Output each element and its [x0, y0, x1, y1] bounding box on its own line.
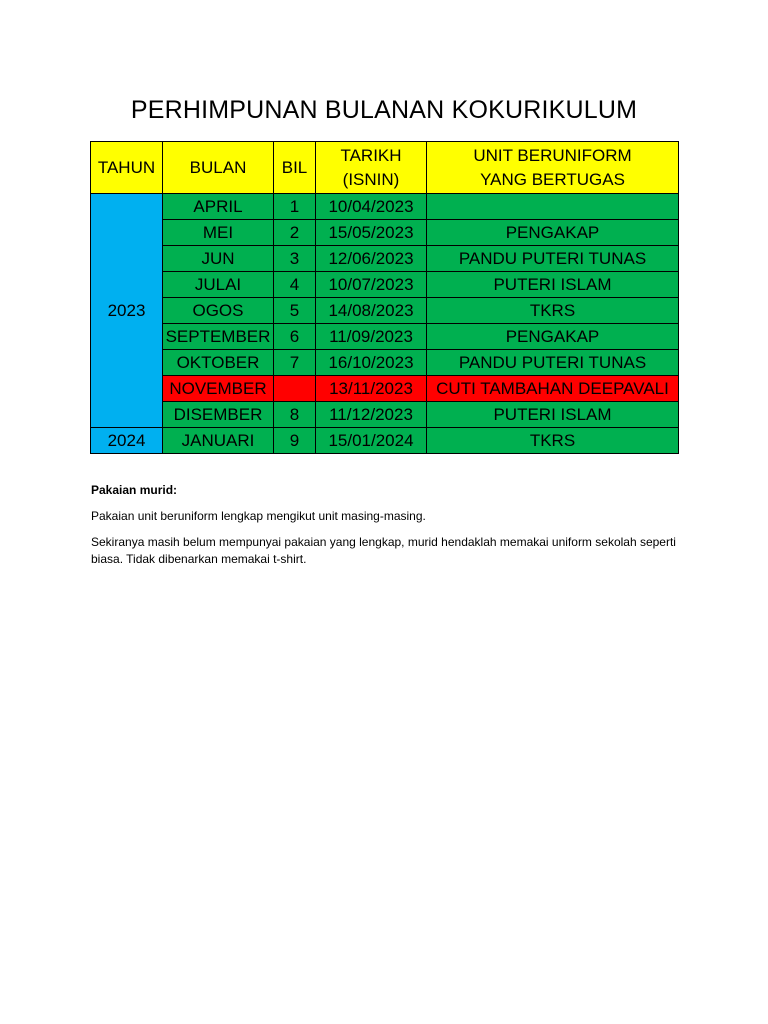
header-bil: BIL	[274, 142, 316, 194]
bulan-cell: APRIL	[163, 194, 274, 220]
unit-cell	[427, 194, 679, 220]
tarikh-cell: 16/10/2023	[316, 350, 427, 376]
bil-cell: 1	[274, 194, 316, 220]
unit-cell: PANDU PUTERI TUNAS	[427, 350, 679, 376]
table-header-row	[91, 142, 679, 194]
unit-cell: TKRS	[427, 298, 679, 324]
header-tahun: TAHUN	[91, 142, 163, 194]
bil-cell: 3	[274, 246, 316, 272]
bulan-cell: JULAI	[163, 272, 274, 298]
unit-cell: PUTERI ISLAM	[427, 272, 679, 298]
bil-cell	[274, 376, 316, 402]
tarikh-cell: 15/01/2024	[316, 428, 427, 454]
notes-line-1: Pakaian unit beruniform lengkap mengikut unit masing-masing.	[91, 509, 426, 523]
header-unit-line2: YANG BERTUGAS	[480, 169, 625, 189]
notes-label: Pakaian murid:	[91, 483, 178, 497]
bulan-cell: DISEMBER	[163, 402, 274, 428]
year-cell-2024: 2024	[91, 428, 163, 454]
schedule-table	[90, 141, 679, 454]
bulan-cell: JANUARI	[163, 428, 274, 454]
bil-cell: 5	[274, 298, 316, 324]
table-row-holiday	[91, 376, 679, 402]
notes-line-2: Sekiranya masih belum mempunyai pakaian yang lengkap, murid hendaklah memakai uniform sekolah seperti biasa. Tidak dibenarkan memakai t-shirt.	[91, 535, 676, 566]
year-cell-2023: 2023	[91, 194, 163, 428]
table-row	[91, 428, 679, 454]
table-row	[91, 246, 679, 272]
page-title: PERHIMPUNAN BULANAN KOKURIKULUM	[130, 96, 638, 124]
bil-cell: 4	[274, 272, 316, 298]
table-row	[91, 324, 679, 350]
bulan-cell: JUN	[163, 246, 274, 272]
bulan-cell: OKTOBER	[163, 350, 274, 376]
table-row	[91, 194, 679, 220]
tarikh-cell: 10/04/2023	[316, 194, 427, 220]
header-unit	[427, 142, 679, 194]
table-row	[91, 298, 679, 324]
table-row	[91, 220, 679, 246]
bil-cell: 7	[274, 350, 316, 376]
bulan-cell: MEI	[163, 220, 274, 246]
bulan-cell: SEPTEMBER	[163, 324, 274, 350]
bil-cell: 8	[274, 402, 316, 428]
bulan-cell: OGOS	[163, 298, 274, 324]
tarikh-cell: 11/12/2023	[316, 402, 427, 428]
unit-cell: PENGAKAP	[427, 324, 679, 350]
unit-cell: TKRS	[427, 428, 679, 454]
header-bulan: BULAN	[163, 142, 274, 194]
bulan-cell: NOVEMBER	[163, 376, 274, 402]
header-tarikh	[316, 142, 427, 194]
unit-cell: PUTERI ISLAM	[427, 402, 679, 428]
unit-cell: PENGAKAP	[427, 220, 679, 246]
tarikh-cell: 15/05/2023	[316, 220, 427, 246]
unit-cell: PANDU PUTERI TUNAS	[427, 246, 679, 272]
tarikh-cell: 14/08/2023	[316, 298, 427, 324]
unit-cell: CUTI TAMBAHAN DEEPAVALI	[427, 376, 679, 402]
tarikh-cell: 10/07/2023	[316, 272, 427, 298]
bil-cell: 2	[274, 220, 316, 246]
table-row	[91, 350, 679, 376]
bil-cell: 6	[274, 324, 316, 350]
header-unit-line1: UNIT BERUNIFORM	[473, 145, 632, 165]
table-row	[91, 272, 679, 298]
tarikh-cell: 13/11/2023	[316, 376, 427, 402]
bil-cell: 9	[274, 428, 316, 454]
header-tarikh-line1: TARIKH	[340, 145, 402, 165]
tarikh-cell: 12/06/2023	[316, 246, 427, 272]
table-row	[91, 402, 679, 428]
tarikh-cell: 11/09/2023	[316, 324, 427, 350]
header-tarikh-line2: (ISNIN)	[342, 169, 400, 189]
notes-section	[91, 482, 681, 577]
